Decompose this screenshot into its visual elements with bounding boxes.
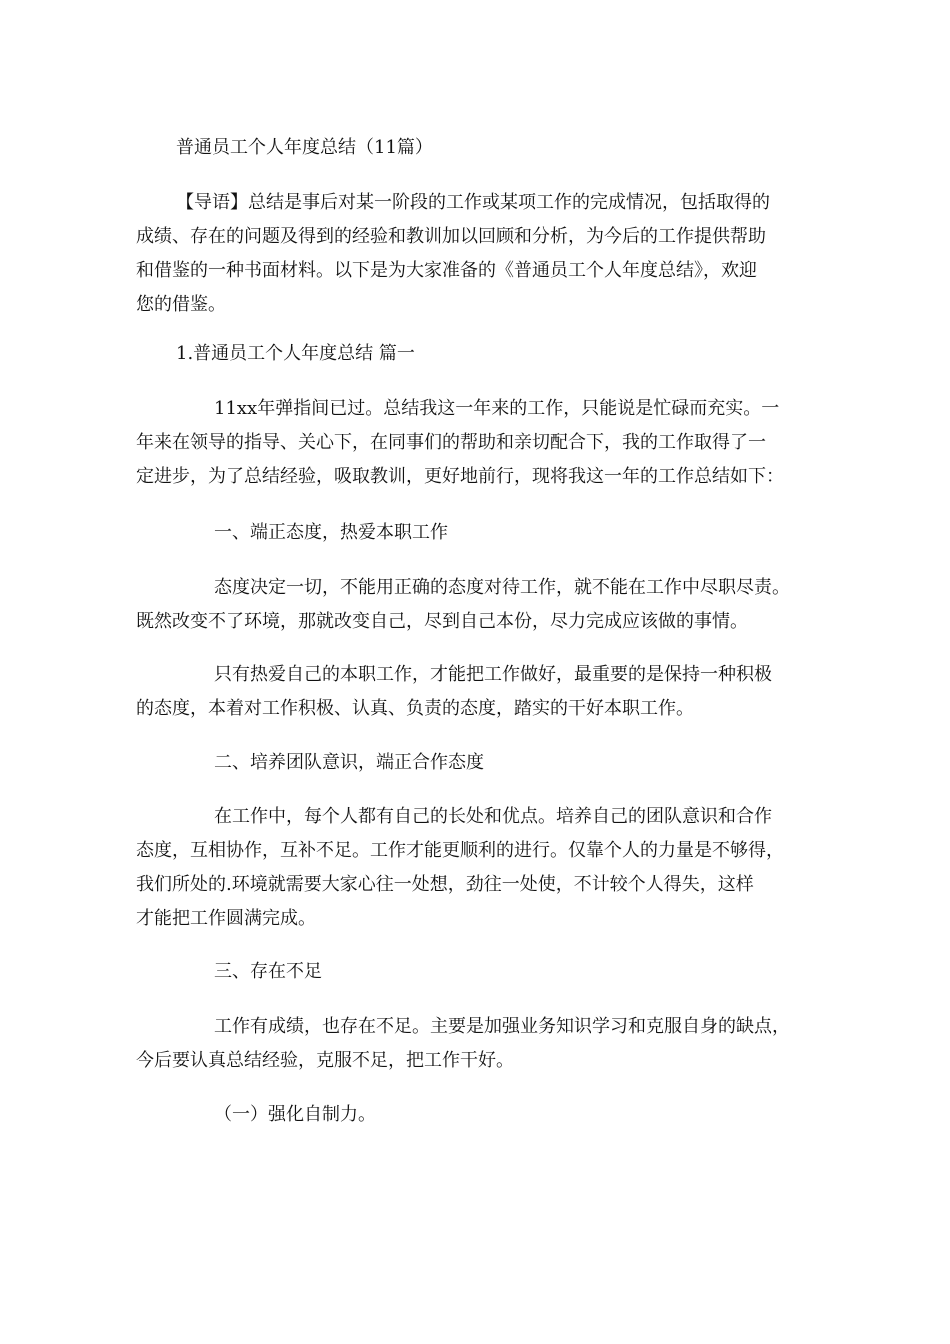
heading-line: 1.普通员工个人年度总结 篇一 [176,343,415,364]
subheading-1 [214,1098,376,1132]
heading-line: （一）强化自制力。 [214,1104,376,1125]
section-heading [176,337,415,371]
heading-line: 三、存在不足 [214,961,322,982]
heading-2 [214,746,484,780]
paragraph-3 [136,658,772,726]
heading-line: 二、培养团队意识，端正合作态度 [214,752,484,773]
text-line: 和借鉴的一种书面材料。以下是为大家准备的《普通员工个人年度总结》，欢迎 [136,260,757,281]
paragraph-5 [136,1010,790,1078]
title-line: 普通员工个人年度总结（11篇） [176,137,433,158]
intro-paragraph [136,186,770,322]
text-line: 态度，互相协作，互补不足。工作才能更顺利的进行。仅靠个人的力量是不够得， [136,840,784,861]
text-line: 定进步，为了总结经验，吸取教训，更好地前行，现将我这一年的工作总结如下： [136,466,784,487]
text-line: 工作有成绩，也存在不足。主要是加强业务知识学习和克服自身的缺点， [214,1016,790,1037]
text-line: 【导语】总结是事后对某一阶段的工作或某项工作的完成情况，包括取得的 [176,192,770,213]
text-line: 的态度，本着对工作积极、认真、负责的态度，踏实的干好本职工作。 [136,698,694,719]
heading-line: 一、端正态度，热爱本职工作 [214,522,448,543]
paragraph-4 [136,800,784,936]
text-line: 才能把工作圆满完成。 [136,908,316,929]
text-line: 在工作中，每个人都有自己的长处和优点。培养自己的团队意识和合作 [214,806,772,827]
text-line: 年来在领导的指导、关心下，在同事们的帮助和亲切配合下，我的工作取得了一 [136,432,766,453]
text-line: 态度决定一切，不能用正确的态度对待工作，就不能在工作中尽职尽责。 [214,577,790,598]
paragraph-2 [136,571,790,639]
text-line: 我们所处的.环境就需要大家心往一处想，劲往一处使，不计较个人得失，这样 [136,874,754,895]
heading-3 [214,955,322,989]
text-line: 今后要认真总结经验，克服不足，把工作干好。 [136,1050,514,1071]
paragraph-1 [136,392,784,494]
text-line: 11xx年弹指间已过。总结我这一年来的工作，只能说是忙碌而充实。一 [214,398,780,419]
text-line: 只有热爱自己的本职工作，才能把工作做好，最重要的是保持一种积极 [214,664,772,685]
heading-1 [214,516,448,550]
document-title [176,131,433,165]
text-line: 既然改变不了环境，那就改变自己，尽到自己本份，尽力完成应该做的事情。 [136,611,748,632]
text-line: 成绩、存在的问题及得到的经验和教训加以回顾和分析，为今后的工作提供帮助 [136,226,766,247]
text-line: 您的借鉴。 [136,294,226,315]
